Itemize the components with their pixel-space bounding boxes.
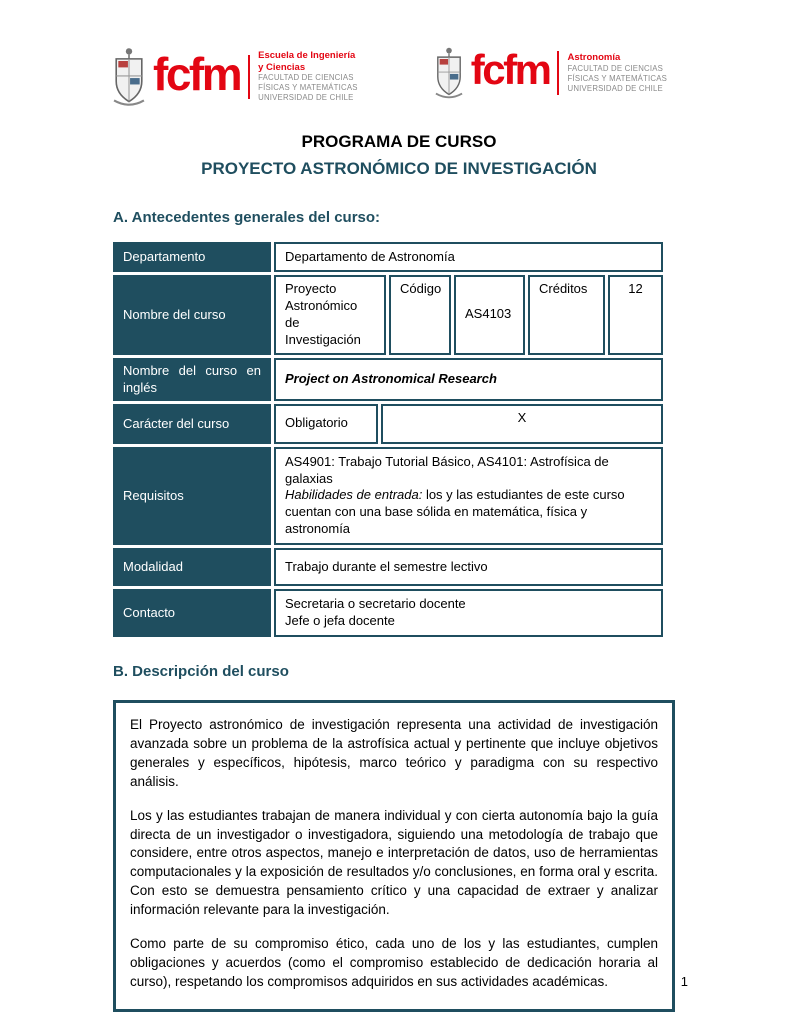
document-title — [113, 132, 685, 179]
logo-unit-line: y Ciencias — [258, 61, 306, 73]
row-nombre-ingles-value — [274, 358, 663, 401]
logo-faculty-line: FÍSICAS Y MATEMÁTICAS — [258, 83, 358, 93]
cell-text: 12 — [628, 281, 643, 296]
description-paragraph: Los y las estudiantes trabajan de manera individual y con cierta autonomía bajo la guía directa de un investigador o investigadora, siguiendo una metodología de trabajo que considere, entre otros aspectos, manejo e interpretación de datos, uso de herramientas computacionales y la exposición de resultados y/o conclusiones, en forma oral y escrita. Con esto se demuestra pensamiento crítico y una capacidad de extraer y analizar información relevante para la investigación. — [130, 807, 658, 918]
course-description-box — [113, 700, 675, 1012]
row-contacto-label — [113, 589, 271, 637]
habilidades-text: los y las estudiantes de este curso cuentan con una base sólida en matemática, física y astronomía — [285, 487, 625, 537]
cell-text: Project on Astronomical Research — [285, 370, 497, 386]
label-text: Nombre del curso — [123, 307, 226, 322]
cell-codigo-value — [454, 275, 525, 355]
logo-divider — [557, 51, 559, 95]
row-nombre-ingles-label — [113, 358, 271, 401]
row-nombre-label — [113, 275, 271, 355]
title-line-2: PROYECTO ASTRONÓMICO DE INVESTIGACIÓN — [201, 159, 597, 178]
cell-caracter-mark — [381, 404, 663, 444]
cell-text: Créditos — [539, 281, 588, 296]
row-caracter-cells — [274, 404, 663, 444]
cell-text: AS4103 — [465, 306, 512, 322]
logo-divider — [248, 55, 250, 99]
logo-unit-line: Escuela de Ingeniería — [258, 50, 356, 62]
cell-codigo-label — [389, 275, 451, 355]
row-nombre-cells — [274, 275, 663, 355]
logo-faculty-line: FÍSICAS Y MATEMÁTICAS — [567, 73, 667, 83]
cell-text: Proyecto Astronómico de Investigación — [285, 281, 361, 347]
cell-text: Departamento de Astronomía — [285, 248, 455, 264]
cell-creditos-label — [528, 275, 605, 355]
row-departamento-value — [274, 242, 663, 272]
row-contacto-value — [274, 589, 663, 637]
cell-nombre-curso — [274, 275, 386, 355]
label-text: Contacto — [123, 605, 176, 621]
label-text: Departamento — [123, 249, 206, 265]
row-modalidad-label — [113, 548, 271, 586]
row-modalidad-value — [274, 548, 663, 586]
cell-obligatorio — [274, 404, 378, 444]
logo-faculty-line: FACULTAD DE CIENCIAS — [258, 73, 354, 83]
habilidades-label: Habilidades de entrada: — [285, 487, 423, 503]
cell-text: Obligatorio — [285, 415, 348, 431]
requisitos-courses: AS4901: Trabajo Tutorial Básico, AS4101: Astrofísica de galaxias — [285, 453, 609, 486]
cell-text: Código — [400, 281, 442, 296]
contacto-line: Secretaria o secretario docente — [285, 596, 466, 612]
fcfm-logotype: fcfm — [153, 47, 241, 100]
fcfm-logotype: fcfm — [470, 46, 550, 94]
contacto-line: Jefe o jefa docente — [285, 613, 395, 628]
section-b-heading: B. Descripción del curso — [113, 663, 289, 681]
logo-faculty-line: UNIVERSIDAD DE CHILE — [258, 93, 354, 103]
row-requisitos-label — [113, 447, 271, 545]
logo-unit-line: Astronomía — [567, 52, 621, 64]
page-number: 1 — [680, 974, 688, 989]
description-paragraph: Como parte de su compromiso ético, cada uno de los y las estudiantes, cumplen obligaciones y acuerdos (como el compromiso establecido de dedicación horaria al curso), respetando los compromisos adquiridos en sus actividades académicas. — [130, 936, 658, 989]
row-requisitos-value — [274, 447, 663, 545]
university-crest-icon — [435, 46, 463, 100]
antecedentes-table — [113, 242, 663, 637]
logo-left — [113, 46, 358, 108]
university-crest-icon — [113, 46, 145, 108]
row-departamento-label — [113, 242, 271, 272]
logo-left-text — [258, 50, 358, 103]
section-a-heading: A. Antecedentes generales del curso: — [113, 209, 381, 226]
header-logos — [113, 46, 685, 108]
logo-right — [435, 46, 667, 100]
row-caracter-label — [113, 404, 271, 444]
label-text: Carácter del curso — [123, 415, 230, 431]
label-text: Nombre del curso en inglés — [123, 362, 261, 396]
logo-faculty-line: FACULTAD DE CIENCIAS — [567, 63, 664, 73]
cell-creditos-value — [608, 275, 663, 355]
title-line-1: PROGRAMA DE CURSO — [301, 132, 497, 151]
logo-faculty-line: UNIVERSIDAD DE CHILE — [567, 83, 663, 93]
label-text: Modalidad — [123, 559, 183, 575]
logo-right-text — [567, 52, 667, 94]
cell-text: X — [517, 409, 527, 425]
cell-text: Trabajo durante el semestre lectivo — [285, 558, 488, 574]
label-text: Requisitos — [123, 488, 184, 504]
description-paragraph: El Proyecto astronómico de investigación representa una actividad de investigación avanzada sobre un problema de la astrofísica actual y pertinente que incluye objetivos generales y específicos, hipótesis, marco teórico y paradigma con su respectivo análisis. — [130, 717, 658, 789]
requisitos-habilidades — [285, 487, 652, 538]
